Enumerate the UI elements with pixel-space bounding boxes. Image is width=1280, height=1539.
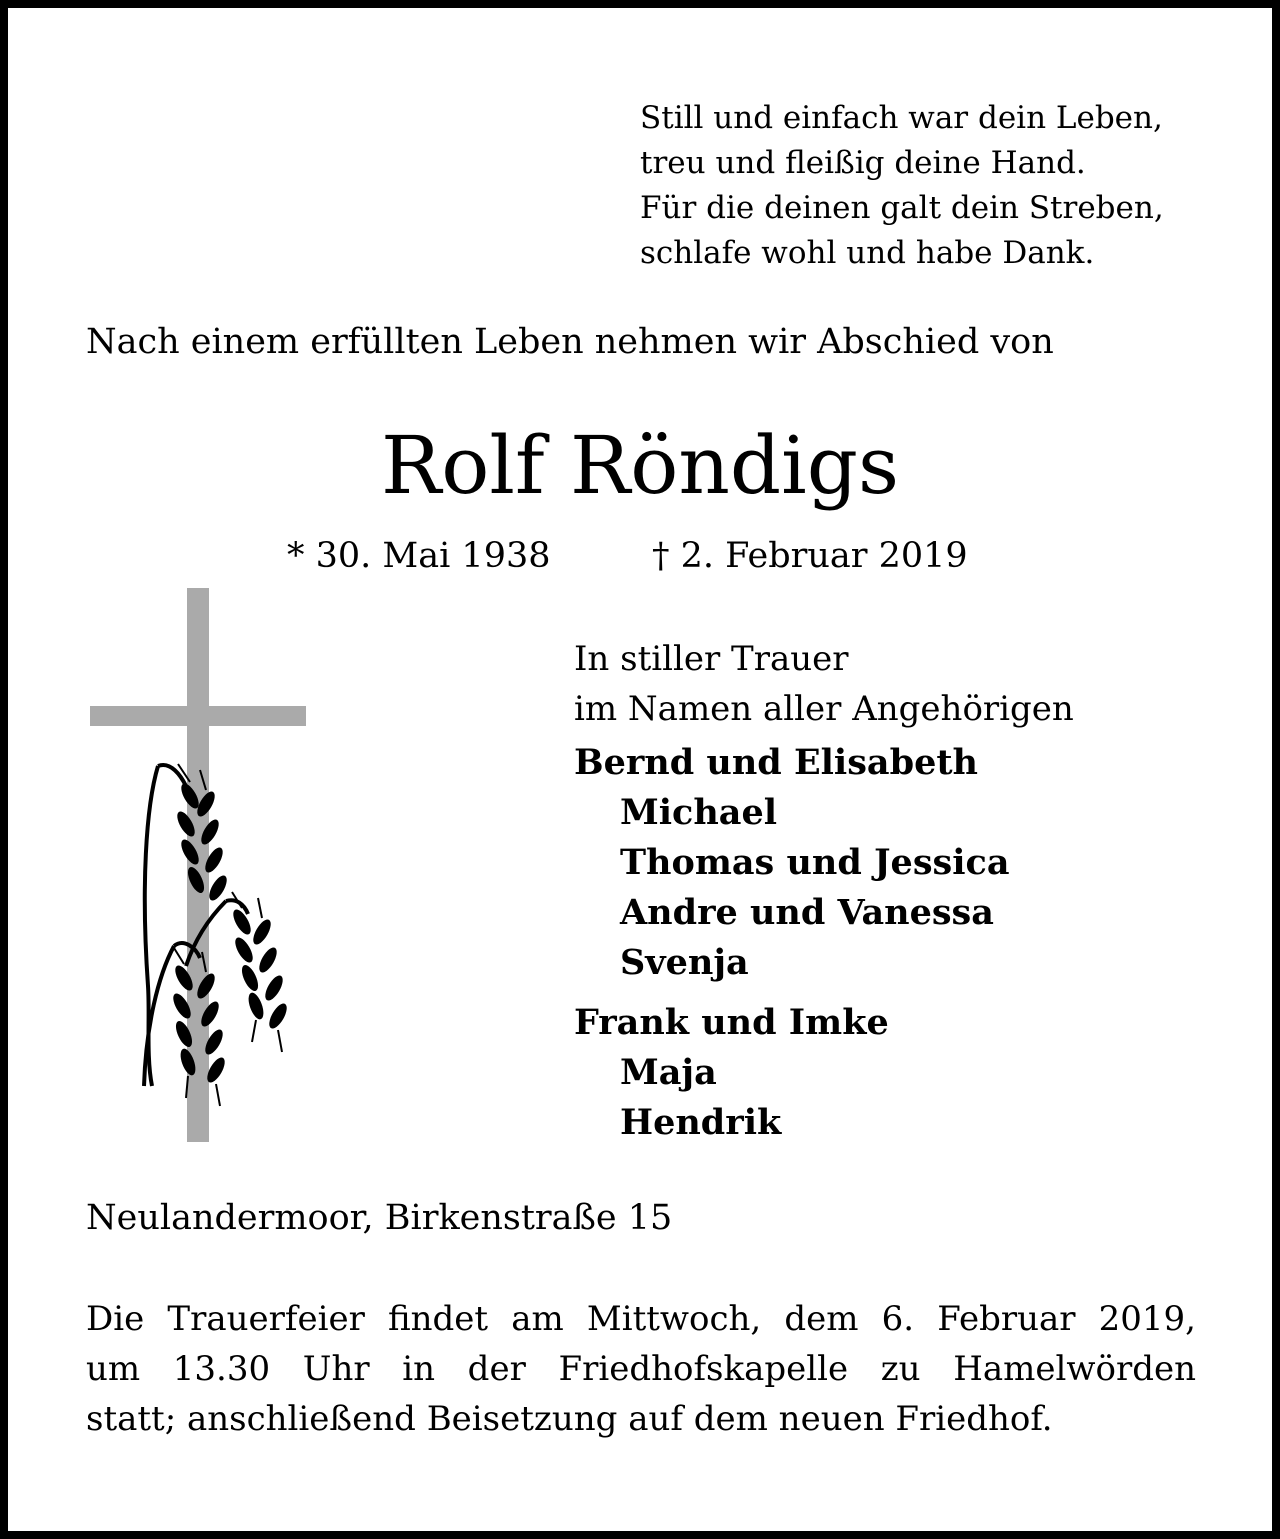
service-line: um 13.30 Uhr in der Friedhofskapelle zu Hamelwörden <box>86 1349 1196 1389</box>
poem-line: Still und einfach war dein Leben, <box>640 100 1163 136</box>
service-line: statt; anschließend Beisetzung auf dem neuen Friedhof. <box>86 1399 1053 1439</box>
death-date: † 2. Februar 2019 <box>652 536 968 576</box>
service-line: Die Trauerfeier findet am Mittwoch, dem 6. Februar 2019, <box>86 1299 1196 1339</box>
family-member: Michael <box>620 792 778 833</box>
family-head: Bernd und Elisabeth <box>574 742 978 783</box>
mourning-line: im Namen aller Angehörigen <box>574 689 1074 729</box>
cross-with-wheat-icon <box>86 586 316 1146</box>
family-member: Andre und Vanessa <box>620 892 994 933</box>
poem-line: Für die deinen galt dein Streben, <box>640 190 1164 226</box>
family-head: Frank und Imke <box>574 1002 889 1043</box>
poem-line: treu und fleißig deine Hand. <box>640 145 1086 181</box>
family-group-2 <box>574 998 889 1148</box>
mourning-text <box>574 634 1074 734</box>
deceased-name: Rolf Röndigs <box>380 419 899 512</box>
address: Neulandermoor, Birkenstraße 15 <box>86 1198 673 1238</box>
family-member: Svenja <box>620 942 749 983</box>
birth-date: * 30. Mai 1938 <box>287 536 551 576</box>
family-group-1 <box>574 738 1010 988</box>
mourning-line: In stiller Trauer <box>574 639 849 679</box>
cross-icon <box>90 588 306 1142</box>
wheat-icon <box>144 764 290 1106</box>
family-member: Maja <box>620 1052 717 1093</box>
family-member: Thomas und Jessica <box>620 842 1010 883</box>
intro-text: Nach einem erfüllten Leben nehmen wir Abschied von <box>86 322 1054 362</box>
service-announcement <box>86 1294 1196 1444</box>
family-member: Hendrik <box>620 1102 782 1143</box>
poem-line: schlafe wohl und habe Dank. <box>640 235 1095 271</box>
poem <box>640 96 1164 276</box>
